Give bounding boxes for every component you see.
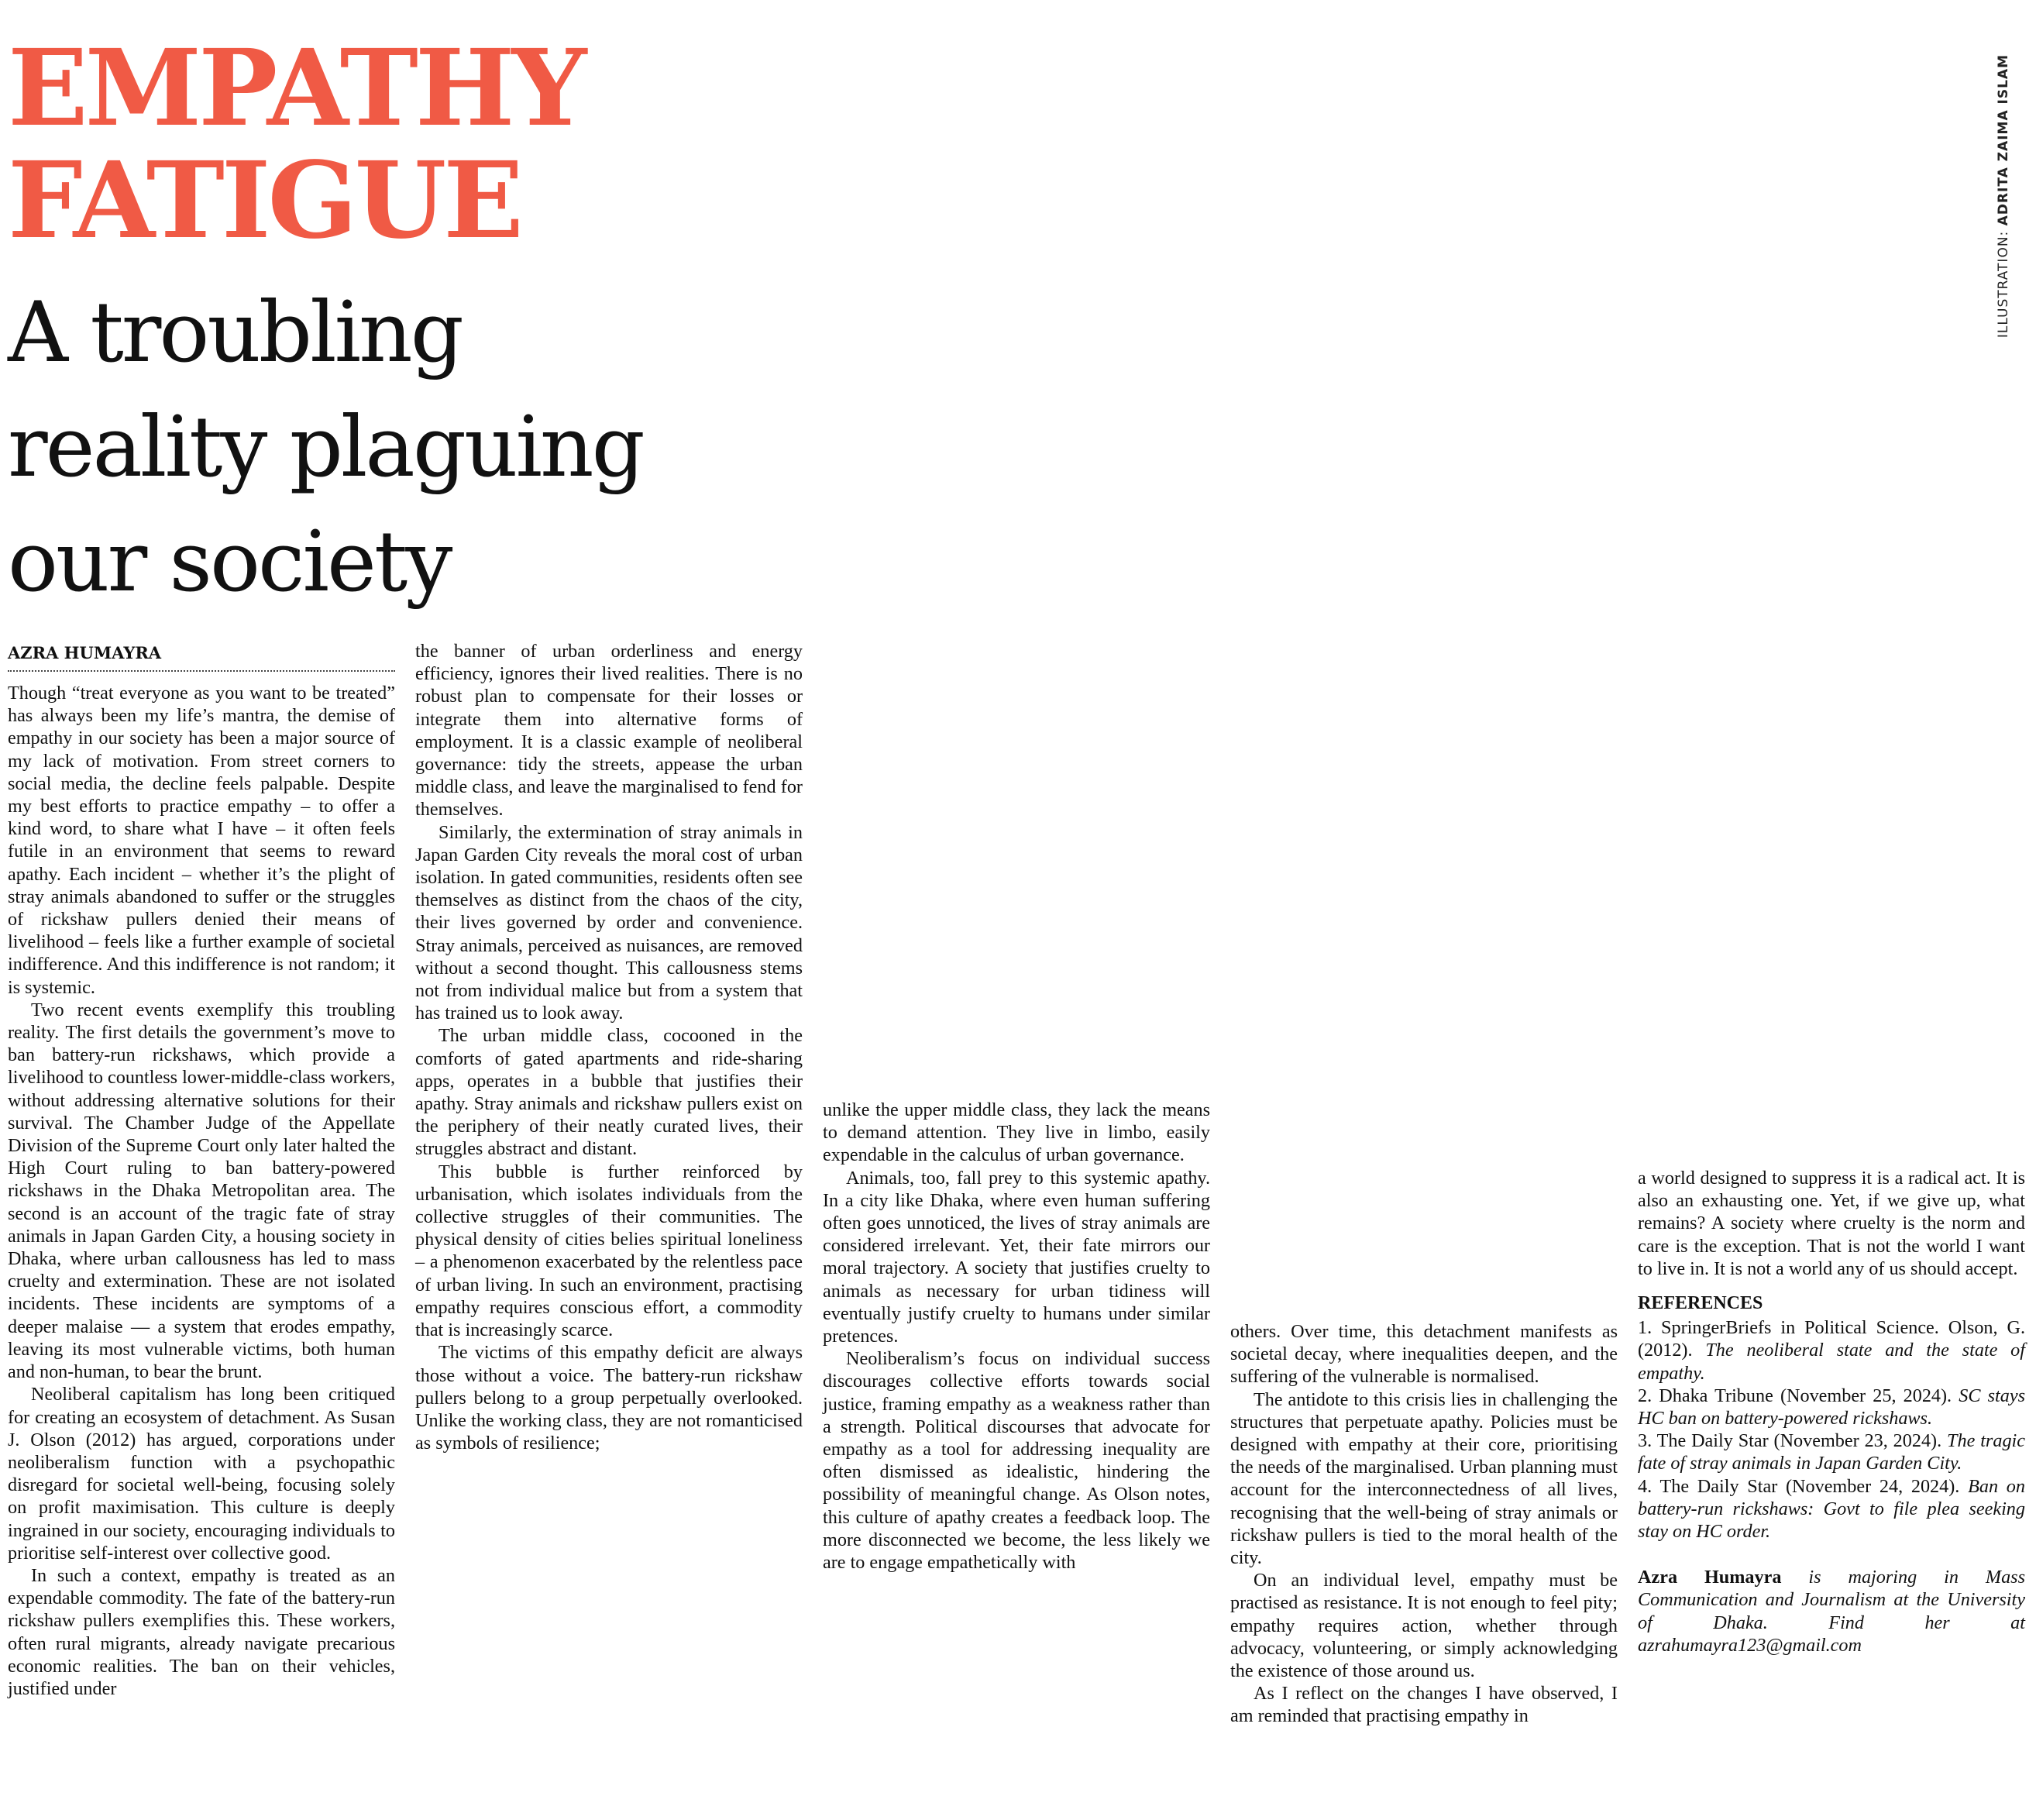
- headline-line-2: reality plaguing: [8, 399, 643, 496]
- paragraph: On an individual level, empathy must be practised as resistance. It is not enough to feel pity; empathy requires action, whether through advocacy, volunteering, or simply acknowledging the existence of those around us.: [1230, 1570, 1618, 1682]
- reference-item: 2. Dhaka Tribune (November 25, 2024). SC stays HC ban on battery-powered rickshaws.: [1638, 1385, 2025, 1430]
- paragraph: In such a context, empathy is treated as an expendable commodity. The fate of the battery-run rickshaw pullers exemplifies this. These workers, often rural migrants, already navigate precarious economic realities. The ban on their vehicles, justified under: [8, 1564, 395, 1699]
- credit-label: ILLUSTRATION:: [1996, 230, 2011, 339]
- headline: [8, 276, 643, 620]
- paragraph: The victims of this empathy deficit are always those without a voice. The battery-run rickshaw pullers belong to a group perpetually overlooked. Unlike the working class, they are not romanticised as symbols of resilience;: [415, 1342, 803, 1454]
- paragraph: a world designed to suppress it is a radical act. It is also an exhausting one. Yet, if we give up, what remains? A society where cruelty is the norm and care is the exception. That is not the world I want to live in. It is not a world any of us should accept.: [1638, 1168, 2025, 1279]
- article-column-2: [415, 640, 803, 1454]
- references-heading: REFERENCES: [1638, 1293, 1763, 1314]
- paragraph: the banner of urban orderliness and energy efficiency, ignores their lived realities. There is no robust plan to compensate for their losses or integrate them into alternative forms of employment. It is a classic example of neoliberal governance: tidy the streets, appease the urban middle class, and leave the marginalised to fend for themselves.: [415, 641, 803, 821]
- author-bio: [1638, 1566, 2025, 1657]
- paragraph: Neoliberal capitalism has long been critiqued for creating an ecosystem of detachment. As Susan J. Olson (2012) has argued, corporations under neoliberalism function with a psychopathic disregard for societal well-being, focusing solely on profit maximisation. This culture is deeply ingrained in our society, encouraging individuals to prioritise self-interest over collective good.: [8, 1384, 395, 1564]
- credit-name: ADRITA ZAIMA ISLAM: [1996, 54, 2011, 226]
- article-column-4: [1230, 1320, 1618, 1728]
- reference-item: 3. The Daily Star (November 23, 2024). The tragic fate of stray animals in Japan Garden City.: [1638, 1430, 2025, 1474]
- paragraph: Animals, too, fall prey to this systemic apathy. In a city like Dhaka, where even human suffering often goes unnoticed, the lives of stray animals are considered irrelevant. Yet, their fate mirrors our moral trajectory. A society that justifies cruelty to animals as necessary for urban tidiness will eventually justify cruelty to humans under similar pretences.: [823, 1167, 1210, 1347]
- kicker-line-1: EMPATHY: [8, 26, 584, 150]
- headline-line-1: A troubling: [8, 284, 462, 381]
- headline-line-3: our society: [8, 514, 451, 611]
- paragraph: Two recent events exemplify this troubling reality. The first details the government’s move to ban battery-run rickshaws, which provide a livelihood to countless lower-middle-class workers, without addressing alternative solutions for their survival. The Chamber Judge of the Appellate Division of the Supreme Court only later halted the High Court ruling to ban battery-powered rickshaws in the Dhaka Metropolitan area. The second is an account of the tragic fate of stray animals in Japan Garden City, a housing society in Dhaka, where urban callousness has led to mass cruelty and extermination. These are not isolated incidents. These incidents are symptoms of a deeper malaise — a system that erodes empathy, leaving its most vulnerable victims, both human and non-human, to bear the brunt.: [8, 999, 395, 1383]
- paragraph: This bubble is further reinforced by urbanisation, which isolates individuals from the collective struggles of their communities. The physical density of cities belies spiritual loneliness – a phenomenon exacerbated by the relentless pace of urban living. In such an environment, practising empathy requires conscious effort, a commodity that is increasingly scarce.: [415, 1161, 803, 1341]
- paragraph: As I reflect on the changes I have observed, I am reminded that practising empathy in: [1230, 1683, 1618, 1727]
- paragraph: The antidote to this crisis lies in challenging the structures that perpetuate apathy. Policies must be designed with empathy at their core, prioritising the needs of the marginalised. Urban planning must account for the interconnectedness of all lives, recognising that the well-being of stray animals or rickshaw pullers is tied to the moral health of the city.: [1230, 1388, 1618, 1569]
- kicker-line-2: FATIGUE: [8, 139, 521, 263]
- author-bio-text: is majoring in Mass Communication and Journalism at the University of Dhaka. Find her at azrahumayra123@gmail.com: [1638, 1567, 2025, 1656]
- byline: AZRA HUMAYRA: [8, 643, 395, 672]
- author-name: Azra Humayra: [1638, 1567, 1782, 1588]
- paragraph: unlike the upper middle class, they lack the means to demand attention. They live in limbo, easily expendable in the calculus of urban governance.: [823, 1099, 1210, 1166]
- article-column-1: [8, 682, 395, 1700]
- kicker-title: [8, 26, 584, 263]
- reference-item: 1. SpringerBriefs in Political Science. Olson, G. (2012). The neoliberal state and the state of empathy.: [1638, 1317, 2025, 1384]
- article-column-5: [1638, 1167, 2025, 1657]
- paragraph: Though “treat everyone as you want to be treated” has always been my life’s mantra, the demise of empathy in our society has been a major source of my lack of motivation. From street corners to social media, the decline feels palpable. Despite my best efforts to practice empathy – to offer a kind word, to share what I have – it often feels futile in an environment that seems to reward apathy. Each incident – whether it’s the plight of stray animals abandoned to suffer or the struggles of rickshaw pullers denied their means of livelihood – feels like a further example of societal indifference. And this indifference is not random; it is systemic.: [8, 683, 395, 998]
- paragraph: Neoliberalism’s focus on individual success discourages collective efforts towards social justice, framing empathy as a weakness rather than a strength. Political discourses that advocate for empathy as a tool for addressing inequality are often dismissed as idealistic, hindering the possibility of meaningful change. As Olson notes, this culture of apathy creates a feedback loop. The more disconnected we become, the less likely we are to engage empathetically with: [823, 1348, 1210, 1574]
- paragraph: The urban middle class, cocooned in the comforts of gated apartments and ride-sharing apps, operates in a bubble that justifies their apathy. Stray animals and rickshaw pullers exist on the periphery of their neatly curated lives, their struggles abstract and distant.: [415, 1025, 803, 1160]
- paragraph: Similarly, the extermination of stray animals in Japan Garden City reveals the moral cost of urban isolation. In gated communities, residents often see themselves as distinct from the chaos of the city, their lives governed by order and convenience. Stray animals, perceived as nuisances, are removed without a second thought. This callousness stems not from individual malice but from a system that has trained us to look away.: [415, 821, 803, 1024]
- article-column-3: [823, 1099, 1210, 1574]
- paragraph: others. Over time, this detachment manifests as societal decay, where inequalities deepen, and the suffering of the vulnerable is normalised.: [1230, 1321, 1618, 1388]
- illustration-credit: [1996, 54, 2011, 338]
- reference-item: 4. The Daily Star (November 24, 2024). Ban on battery-run rickshaws: Govt to file plea seeking stay on HC order.: [1638, 1475, 2025, 1543]
